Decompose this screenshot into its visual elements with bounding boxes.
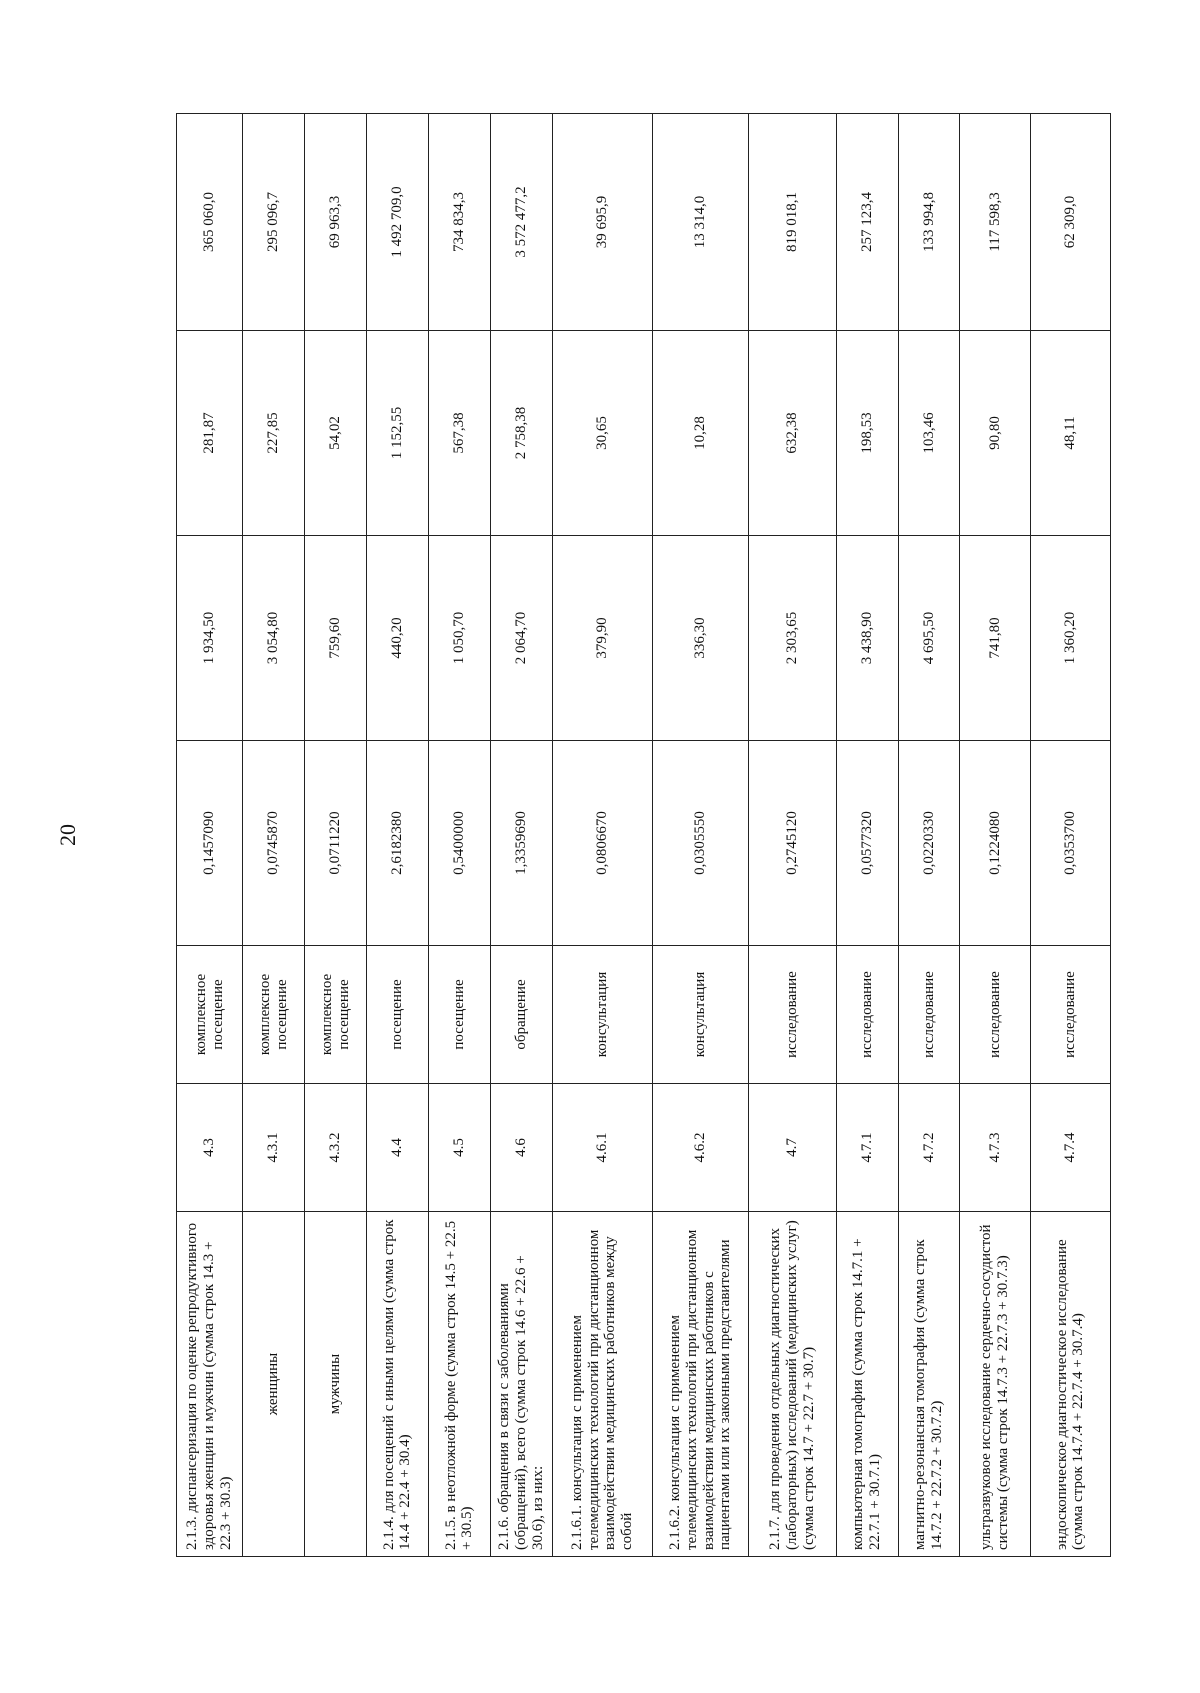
row-value-2-cell: 1 050,70 xyxy=(428,536,490,741)
table-row xyxy=(305,114,367,1557)
row-unit-cell: исследование xyxy=(898,946,960,1084)
row-name-cell: компьютерная томография (сумма строк 14.7.1 + 22.7.1 + 30.7.1) xyxy=(836,1212,898,1557)
row-value-4-cell: 295 096,7 xyxy=(243,114,305,331)
table-row xyxy=(898,114,960,1557)
row-unit-cell: исследование xyxy=(836,946,898,1084)
row-value-2-cell: 1 934,50 xyxy=(177,536,243,741)
row-value-2-cell: 2 064,70 xyxy=(490,536,552,741)
table-row xyxy=(653,114,749,1557)
row-value-4-cell: 257 123,4 xyxy=(836,114,898,331)
row-code-cell: 4.5 xyxy=(428,1084,490,1212)
row-value-3-cell: 54,02 xyxy=(305,331,367,536)
row-value-1-cell: 0,0711220 xyxy=(305,741,367,946)
row-value-4-cell: 117 598,3 xyxy=(960,114,1030,331)
row-unit-cell: консультация xyxy=(653,946,749,1084)
row-name-cell: 2.1.6.2. консультация с применением телемедицинских технологий при дистанционном взаимодействии медицинских работников с пациентами или их законными представителями xyxy=(653,1212,749,1557)
table-row xyxy=(366,114,428,1557)
row-unit-cell: обращение xyxy=(490,946,552,1084)
table-row xyxy=(243,114,305,1557)
row-unit-cell: посещение xyxy=(428,946,490,1084)
table-row xyxy=(749,114,837,1557)
row-code-cell: 4.7.3 xyxy=(960,1084,1030,1212)
row-value-1-cell: 0,1457090 xyxy=(177,741,243,946)
row-value-2-cell: 2 303,65 xyxy=(749,536,837,741)
row-value-2-cell: 440,20 xyxy=(366,536,428,741)
row-value-1-cell: 0,0305550 xyxy=(653,741,749,946)
row-name-cell: 2.1.5. в неотложной форме (сумма строк 14.5 + 22.5 + 30.5) xyxy=(428,1212,490,1557)
row-name-cell: магнитно-резонансная томография (сумма строк 14.7.2 + 22.7.2 + 30.7.2) xyxy=(898,1212,960,1557)
row-name-cell: 2.1.7. для проведения отдельных диагностических (лабораторных) исследований (медицинских услуг) (сумма строк 14.7 + 22.7 + 30.7) xyxy=(749,1212,837,1557)
row-unit-cell: исследование xyxy=(1030,946,1110,1084)
row-unit-cell: комплексное посещение xyxy=(177,946,243,1084)
row-name-cell: ультразвуковое исследование сердечно-сосудистой системы (сумма строк 14.7.3 + 22.7.3 + 30.7.3) xyxy=(960,1212,1030,1557)
row-value-3-cell: 281,87 xyxy=(177,331,243,536)
row-value-3-cell: 90,80 xyxy=(960,331,1030,536)
page-number: 20 xyxy=(55,824,80,846)
row-value-3-cell: 1 152,55 xyxy=(366,331,428,536)
row-unit-cell: комплексное посещение xyxy=(305,946,367,1084)
row-value-1-cell: 2,6182380 xyxy=(366,741,428,946)
row-unit-cell: исследование xyxy=(749,946,837,1084)
row-value-4-cell: 62 309,0 xyxy=(1030,114,1110,331)
row-code-cell: 4.4 xyxy=(366,1084,428,1212)
row-code-cell: 4.3 xyxy=(177,1084,243,1212)
row-value-1-cell: 0,5400000 xyxy=(428,741,490,946)
table-row xyxy=(177,114,243,1557)
row-code-cell: 4.3.1 xyxy=(243,1084,305,1212)
row-value-4-cell: 69 963,3 xyxy=(305,114,367,331)
row-value-2-cell: 741,80 xyxy=(960,536,1030,741)
row-value-2-cell: 336,30 xyxy=(653,536,749,741)
tariff-table xyxy=(176,113,1111,1557)
row-value-2-cell: 3 054,80 xyxy=(243,536,305,741)
row-name-cell: 2.1.3. диспансеризация по оценке репродуктивного здоровья женщин и мужчин (сумма строк 14.3 + 22.3 + 30.3) xyxy=(177,1212,243,1557)
row-code-cell: 4.3.2 xyxy=(305,1084,367,1212)
row-value-4-cell: 819 018,1 xyxy=(749,114,837,331)
table-row xyxy=(1030,114,1110,1557)
row-value-4-cell: 39 695,9 xyxy=(552,114,652,331)
row-value-3-cell: 227,85 xyxy=(243,331,305,536)
row-name-cell: мужчины xyxy=(305,1212,367,1557)
row-value-4-cell: 365 060,0 xyxy=(177,114,243,331)
row-code-cell: 4.6.2 xyxy=(653,1084,749,1212)
row-value-4-cell: 1 492 709,0 xyxy=(366,114,428,331)
row-value-4-cell: 133 994,8 xyxy=(898,114,960,331)
row-value-2-cell: 1 360,20 xyxy=(1030,536,1110,741)
row-value-3-cell: 30,65 xyxy=(552,331,652,536)
row-value-3-cell: 567,38 xyxy=(428,331,490,536)
row-value-1-cell: 0,0745870 xyxy=(243,741,305,946)
row-code-cell: 4.6.1 xyxy=(552,1084,652,1212)
row-value-2-cell: 3 438,90 xyxy=(836,536,898,741)
row-value-2-cell: 4 695,50 xyxy=(898,536,960,741)
row-value-1-cell: 0,1224080 xyxy=(960,741,1030,946)
row-name-cell: женщины xyxy=(243,1212,305,1557)
row-value-1-cell: 0,0353700 xyxy=(1030,741,1110,946)
row-code-cell: 4.7 xyxy=(749,1084,837,1212)
row-unit-cell: консультация xyxy=(552,946,652,1084)
row-value-2-cell: 759,60 xyxy=(305,536,367,741)
row-name-cell: 2.1.6. обращения в связи с заболеваниями (обращений), всего (сумма строк 14.6 + 22.6 + 30.6), из них: xyxy=(490,1212,552,1557)
row-name-cell: 2.1.4. для посещений с иными целями (сумма строк 14.4 + 22.4 + 30.4) xyxy=(366,1212,428,1557)
row-code-cell: 4.7.4 xyxy=(1030,1084,1110,1212)
row-value-3-cell: 632,38 xyxy=(749,331,837,536)
row-value-3-cell: 48,11 xyxy=(1030,331,1110,536)
row-value-3-cell: 10,28 xyxy=(653,331,749,536)
row-value-4-cell: 3 572 477,2 xyxy=(490,114,552,331)
rotated-table-wrapper xyxy=(176,114,1111,1557)
row-unit-cell: исследование xyxy=(960,946,1030,1084)
table-row xyxy=(836,114,898,1557)
row-code-cell: 4.7.2 xyxy=(898,1084,960,1212)
row-value-1-cell: 0,0577320 xyxy=(836,741,898,946)
row-value-1-cell: 0,0220330 xyxy=(898,741,960,946)
row-value-2-cell: 379,90 xyxy=(552,536,652,741)
row-value-1-cell: 0,0806670 xyxy=(552,741,652,946)
row-value-1-cell: 1,3359690 xyxy=(490,741,552,946)
row-unit-cell: посещение xyxy=(366,946,428,1084)
table-row xyxy=(960,114,1030,1557)
table-body xyxy=(177,114,1111,1557)
row-unit-cell: комплексное посещение xyxy=(243,946,305,1084)
row-value-4-cell: 734 834,3 xyxy=(428,114,490,331)
row-value-3-cell: 198,53 xyxy=(836,331,898,536)
table-row xyxy=(490,114,552,1557)
row-value-3-cell: 2 758,38 xyxy=(490,331,552,536)
row-code-cell: 4.7.1 xyxy=(836,1084,898,1212)
row-name-cell: 2.1.6.1. консультация с применением телемедицинских технологий при дистанционном взаимодействии медицинских работников между собой xyxy=(552,1212,652,1557)
table-row xyxy=(552,114,652,1557)
table-row xyxy=(428,114,490,1557)
row-code-cell: 4.6 xyxy=(490,1084,552,1212)
row-value-3-cell: 103,46 xyxy=(898,331,960,536)
row-name-cell: эндоскопическое диагностическое исследование (сумма строк 14.7.4 + 22.7.4 + 30.7.4) xyxy=(1030,1212,1110,1557)
row-value-1-cell: 0,2745120 xyxy=(749,741,837,946)
row-value-4-cell: 13 314,0 xyxy=(653,114,749,331)
